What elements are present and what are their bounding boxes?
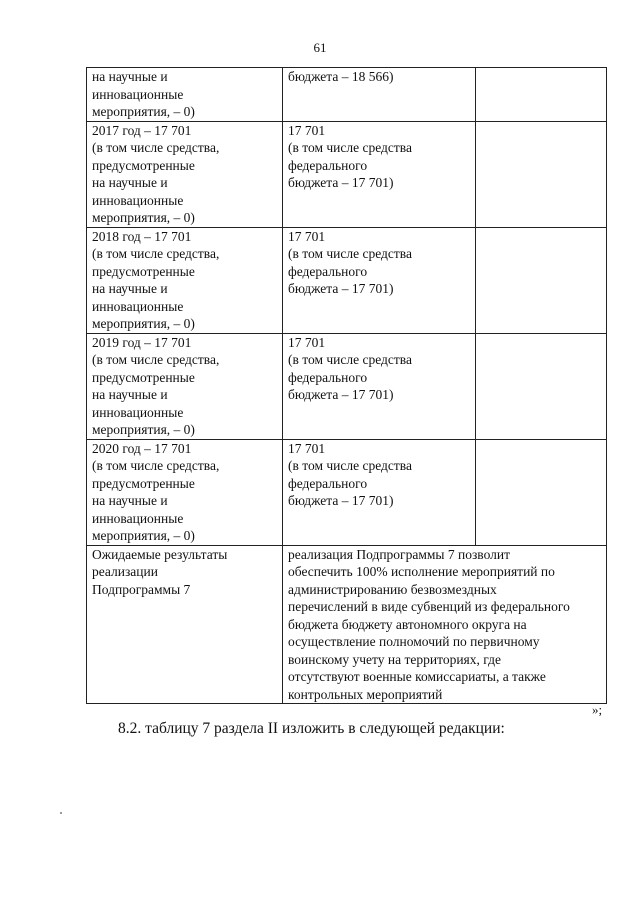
- text-line: (в том числе средства: [288, 352, 412, 367]
- text-line: мероприятия, – 0): [92, 528, 195, 543]
- amount-cell: [283, 439, 476, 545]
- text-line: инновационные: [92, 510, 184, 526]
- text-line: бюджета – 17 701): [288, 387, 394, 402]
- text-line: на научные и: [92, 175, 168, 190]
- text-line: на научные и: [92, 387, 168, 402]
- table-row: [87, 68, 607, 122]
- text-line: предусмотренные: [92, 263, 195, 279]
- instruction-paragraph: 8.2. таблицу 7 раздела II изложить в следующей редакции:: [118, 720, 505, 737]
- year-cell: [87, 439, 283, 545]
- text-line: на научные и: [92, 69, 168, 84]
- empty-cell: [476, 439, 607, 545]
- text-line: мероприятия, – 0): [92, 422, 195, 437]
- text-line: перечислений в виде субвенций из федерального: [288, 599, 570, 614]
- text-line: бюджета – 17 701): [288, 281, 394, 296]
- year-cell: [87, 333, 283, 439]
- text-line: (в том числе средства,: [92, 458, 220, 473]
- text-line: осуществление полномочий по первичному: [288, 634, 540, 649]
- text-line: бюджета – 17 701): [288, 175, 394, 190]
- year-cell: [87, 227, 283, 333]
- text-line: федерального: [288, 369, 368, 385]
- text-line: предусмотренные: [92, 369, 195, 385]
- text-line: (в том числе средства: [288, 458, 412, 473]
- amount-cell: [283, 68, 476, 122]
- table-row: [87, 333, 607, 439]
- text-line: бюджета – 18 566): [288, 69, 394, 84]
- text-line: предусмотренные: [92, 157, 195, 173]
- text-line: администрированию безвозмездных: [288, 581, 497, 597]
- text-line: федерального: [288, 475, 368, 491]
- text-line: 2017 год – 17 701: [92, 122, 192, 138]
- table-body: [87, 68, 607, 704]
- text-line: контрольных мероприятий: [288, 686, 443, 702]
- text-line: мероприятия, – 0): [92, 316, 195, 331]
- text-line: воинскому учету на территориях, где: [288, 651, 501, 667]
- page-number: 61: [313, 40, 327, 55]
- table-row: [87, 227, 607, 333]
- results-label-cell: [87, 545, 283, 704]
- text-line: 17 701: [288, 228, 326, 244]
- text-line: федерального: [288, 157, 368, 173]
- scan-speck: [60, 812, 62, 814]
- empty-cell: [476, 121, 607, 227]
- amount-cell: [283, 227, 476, 333]
- text-line: инновационные: [92, 298, 184, 314]
- text-line: обеспечить 100% исполнение мероприятий по: [288, 564, 555, 579]
- text-line: бюджета бюджету автономного округа на: [288, 616, 527, 632]
- text-line: реализации: [92, 564, 158, 579]
- text-line: мероприятия, – 0): [92, 104, 195, 119]
- text-line: инновационные: [92, 192, 184, 208]
- year-cell: [87, 68, 283, 122]
- year-cell: [87, 121, 283, 227]
- empty-cell: [476, 227, 607, 333]
- empty-cell: [476, 333, 607, 439]
- text-line: 17 701: [288, 122, 326, 138]
- text-line: 2019 год – 17 701: [92, 334, 192, 350]
- text-line: на научные и: [92, 493, 168, 508]
- text-line: на научные и: [92, 281, 168, 296]
- text-line: инновационные: [92, 86, 184, 102]
- table-row: [87, 121, 607, 227]
- text-line: инновационные: [92, 404, 184, 420]
- text-line: бюджета – 17 701): [288, 493, 394, 508]
- results-text-cell: [283, 545, 607, 704]
- text-line: (в том числе средства,: [92, 140, 220, 155]
- text-line: предусмотренные: [92, 475, 195, 491]
- table-row: [87, 439, 607, 545]
- empty-cell: [476, 68, 607, 122]
- budget-table: [86, 67, 607, 704]
- amount-cell: [283, 121, 476, 227]
- text-line: (в том числе средства,: [92, 246, 220, 261]
- text-line: (в том числе средства: [288, 246, 412, 261]
- results-row: [87, 545, 607, 704]
- closing-quote-mark: »;: [592, 702, 603, 717]
- text-line: Ожидаемые результаты: [92, 546, 228, 562]
- text-line: реализация Подпрограммы 7 позволит: [288, 546, 510, 562]
- text-line: федерального: [288, 263, 368, 279]
- amount-cell: [283, 333, 476, 439]
- text-line: отсутствуют военные комиссариаты, а также: [288, 669, 546, 684]
- text-line: (в том числе средства,: [92, 352, 220, 367]
- text-line: (в том числе средства: [288, 140, 412, 155]
- text-line: Подпрограммы 7: [92, 581, 191, 597]
- text-line: 17 701: [288, 334, 326, 350]
- text-line: мероприятия, – 0): [92, 210, 195, 225]
- text-line: 17 701: [288, 440, 326, 456]
- text-line: 2018 год – 17 701: [92, 228, 192, 244]
- text-line: 2020 год – 17 701: [92, 440, 192, 456]
